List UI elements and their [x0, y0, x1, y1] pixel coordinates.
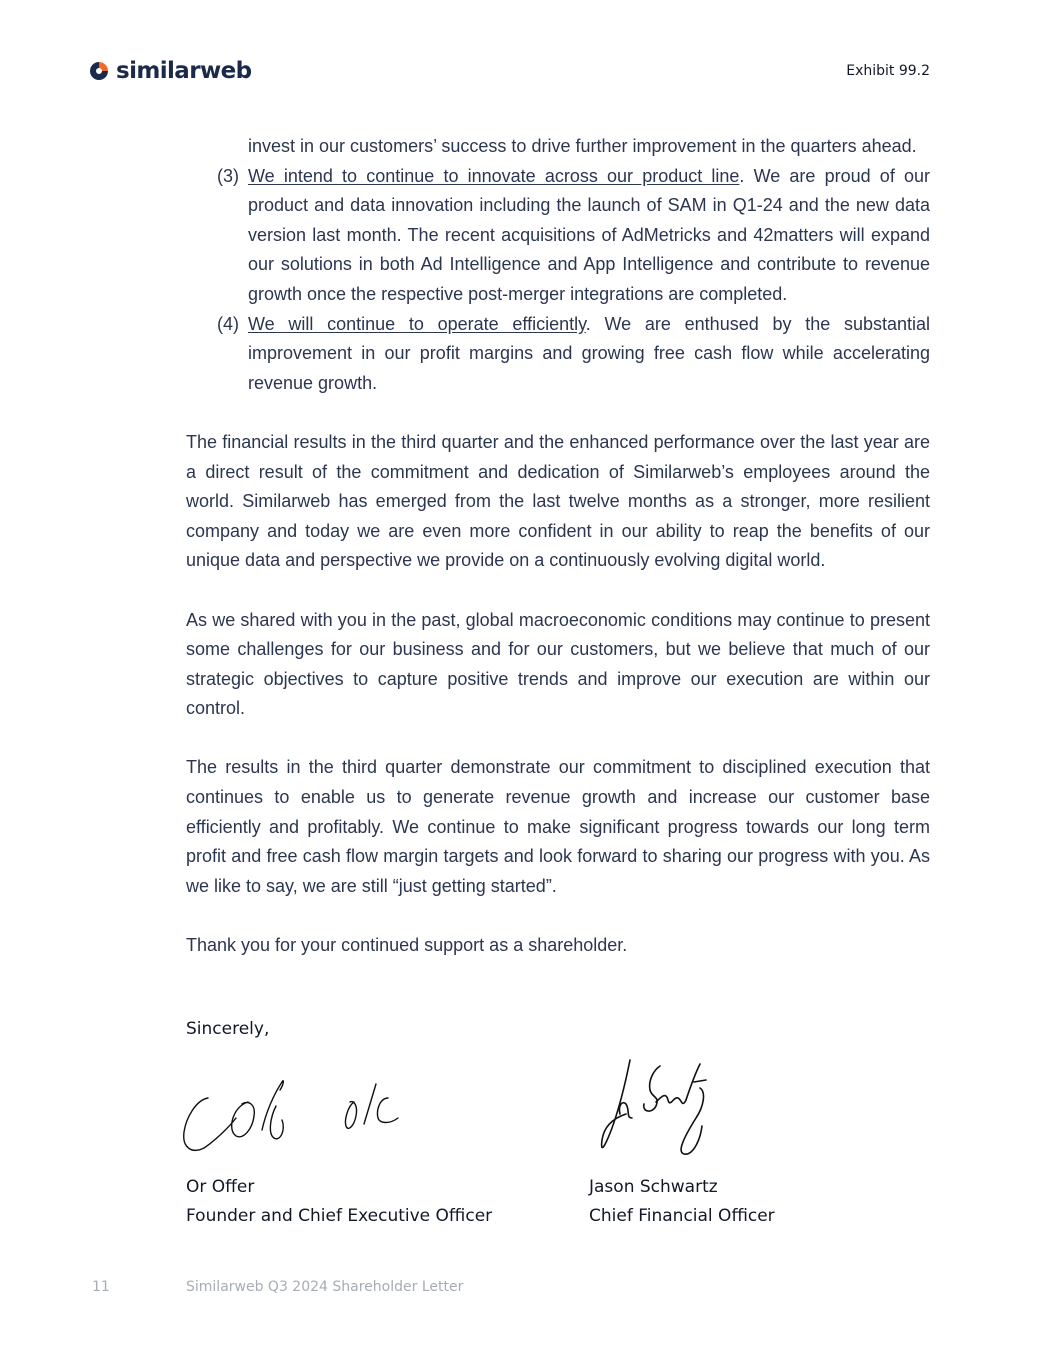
list-item: [186, 162, 930, 310]
signer-title: Founder and Chief Executive Officer: [186, 1205, 493, 1226]
list-item-text: . We are proud of our product and data innovation including the launch of SAM in Q1-24 and the new data version last month. The recent acquisitions of AdMetricks and 42matters will expand our solutions in both Ad Intelligence and App Intelligence and contribute to revenue growth once the respective post-merger integrations are completed.: [248, 165, 930, 304]
continuation-text: invest in our customers’ success to drive further improvement in the quarters ahead.: [248, 136, 917, 156]
cfo-signature: [590, 1052, 720, 1162]
similarweb-logo-icon: [88, 60, 110, 82]
list-item-number: (4): [217, 313, 239, 334]
list-item: [186, 310, 930, 399]
paragraph: The financial results in the third quarter and the enhanced performance over the last year are a direct result of the commitment and dedication of Similarweb’s employees around the world. Similarweb has emerged from the last twelve months as a stronger, more resilient company and today we are even more confident in our ability to reap the benefits of our unique data and perspective we provide on a continuously evolving digital world.: [186, 431, 930, 571]
ceo-signature: [178, 1060, 418, 1160]
exhibit-label: Exhibit 99.2: [846, 63, 930, 79]
paragraph: Thank you for your continued support as a shareholder.: [186, 935, 628, 956]
signer-cfo: [589, 1173, 775, 1230]
list-item-text: . We are enthused by the substantial improvement in our profit margins and growing free cash flow while accelerating revenue growth.: [248, 313, 930, 393]
list-item-heading: We will continue to operate efficiently: [248, 313, 586, 334]
letter-body: [186, 132, 930, 961]
similarweb-logo: [88, 58, 251, 84]
paragraph: As we shared with you in the past, global macroeconomic conditions may continue to present some challenges for our business and for our customers, but we believe that much of our strategic objectives to capture positive trends and improve our execution are within our control.: [186, 609, 930, 719]
closing-salutation: Sincerely,: [186, 1019, 270, 1039]
paragraph: The results in the third quarter demonstrate our commitment to disciplined execution that continues to enable us to generate revenue growth and increase our customer base efficiently and profitably. We continue to make significant progress towards our long term profit and free cash flow margin targets and look forward to sharing our progress with you. As we like to say, we are still “just getting started”.: [186, 757, 930, 896]
signer-title: Chief Financial Officer: [589, 1205, 775, 1226]
page-number: 11: [92, 1279, 110, 1295]
list-item-number: (3): [217, 165, 239, 186]
footer-text: Similarweb Q3 2024 Shareholder Letter: [186, 1279, 464, 1295]
signer-ceo: [186, 1173, 492, 1230]
logo-wordmark: similarweb: [116, 58, 252, 84]
signer-name: Or Offer: [186, 1177, 255, 1197]
list-item-heading: We intend to continue to innovate across our product line: [248, 165, 740, 186]
signer-name: Jason Schwartz: [589, 1177, 718, 1197]
